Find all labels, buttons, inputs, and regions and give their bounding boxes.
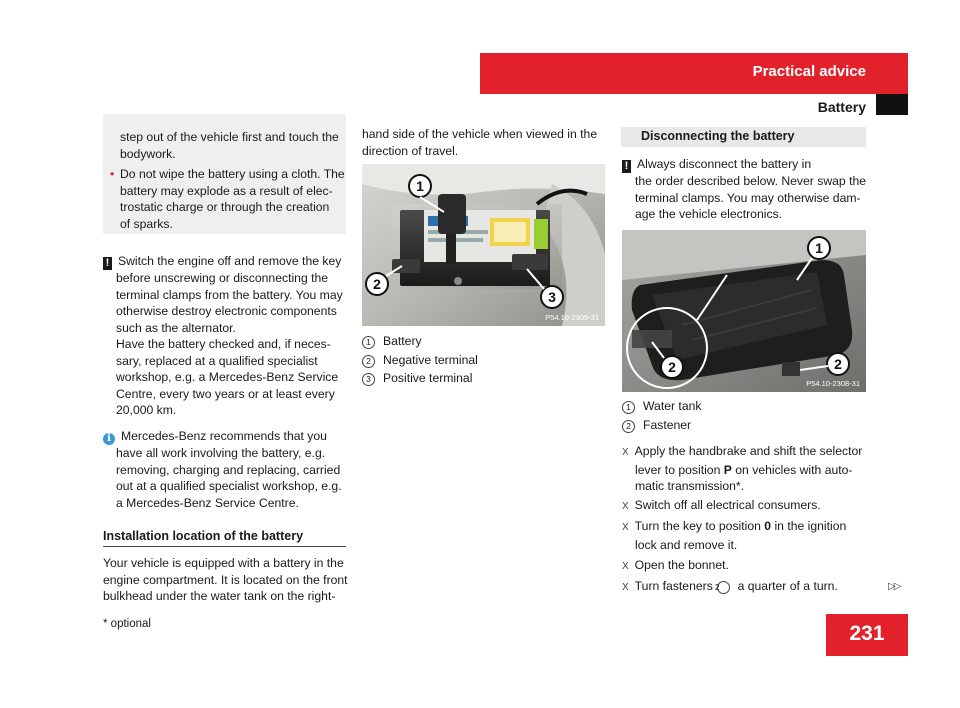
header-section-title: Practical advice: [752, 63, 866, 80]
battery-legend: [362, 333, 602, 387]
step-item: [622, 497, 872, 516]
step-text: on vehicles with auto-: [731, 462, 853, 477]
step-text: a quarter of a turn.: [734, 579, 838, 593]
battery-photo-illustration: [362, 164, 605, 326]
installation-body: [103, 555, 358, 605]
gray-box-bullet-line: of sparks.: [120, 216, 173, 231]
legend-label: Positive terminal: [383, 371, 473, 385]
step-text: matic transmission*.: [635, 479, 745, 493]
svg-text:1: 1: [416, 178, 424, 194]
step-arrow-icon: X: [622, 501, 629, 512]
step-item: [622, 578, 872, 597]
legend-item: [622, 417, 862, 434]
svg-text:2: 2: [373, 276, 381, 292]
gray-box-bullet-line: battery may explode as a result of elec-: [120, 183, 333, 198]
info-note: [103, 428, 353, 511]
step-item: [622, 557, 872, 576]
warning-line: Switch the engine off and remove the key: [118, 254, 342, 268]
warning-gray-box: [103, 114, 346, 234]
disconnect-warning: [622, 156, 872, 223]
continue-arrow-icon: ▷▷: [888, 581, 900, 592]
legend-item: [622, 398, 862, 415]
legend-label: Fastener: [643, 417, 692, 432]
step-text-bold: P: [723, 462, 732, 477]
legend-label: Negative terminal: [383, 352, 478, 367]
legend-number-icon: 3: [362, 373, 375, 386]
disconnect-section-bar: [621, 127, 866, 147]
step-text: Apply the handbrake and shift the selector: [634, 444, 863, 458]
step-arrow-icon: X: [622, 582, 629, 593]
warning-line: Have the battery checked and, if neces-: [116, 337, 331, 351]
step-text: in the ignition: [771, 519, 847, 533]
warning-line: age the vehicle electronics.: [635, 207, 783, 221]
legend-label: Water tank: [643, 399, 702, 413]
warning-line: otherwise destroy electronic components: [116, 304, 337, 318]
warning-line: Always disconnect the battery in: [637, 157, 812, 171]
header-section-bar: [480, 53, 908, 94]
info-line: have all work involving the battery, e.g.: [116, 446, 326, 460]
step-arrow-icon: X: [622, 447, 629, 458]
info-line: removing, charging and replacing, carried: [116, 462, 341, 477]
info-line: Mercedes-Benz recommends that you: [121, 429, 327, 443]
step-text: Open the bonnet.: [634, 558, 729, 572]
legend-number-icon: 1: [362, 336, 375, 349]
water-tank-photo: [622, 230, 866, 392]
body-line: direction of travel.: [362, 143, 459, 158]
legend-label: Battery: [383, 334, 422, 348]
water-tank-photo-illustration: [622, 230, 866, 392]
svg-text:3: 3: [548, 289, 556, 305]
bullet-icon: •: [110, 167, 115, 181]
body-line: Your vehicle is equipped with a battery in the: [103, 556, 344, 570]
tank-legend: [622, 398, 862, 433]
step-text: Turn the key to position: [634, 519, 765, 533]
page-number: 231: [849, 622, 885, 645]
disconnect-section-title: Disconnecting the battery: [641, 129, 795, 143]
body-line: bulkhead under the water tank on the right-: [103, 589, 336, 603]
section-divider: [103, 546, 346, 547]
body-line: hand side of the vehicle when viewed in the: [362, 127, 598, 141]
info-icon: i: [103, 433, 115, 445]
warning-exclamation-icon: !: [622, 160, 631, 173]
step-text-bold: 0: [764, 519, 772, 533]
step-text: Turn fasteners: [634, 579, 717, 593]
footnote: * optional: [103, 618, 151, 630]
header-thumb-tab: [876, 94, 908, 115]
warning-line: sary, replaced at a qualified specialist: [116, 353, 318, 368]
warning-line: such as the alternator.: [116, 320, 236, 335]
battery-photo: [362, 164, 605, 326]
warning-line: terminal clamps. You may otherwise dam-: [635, 190, 861, 205]
body-line: engine compartment. It is located on the front: [103, 572, 348, 587]
legend-item: [362, 352, 602, 369]
legend-item: [362, 333, 602, 350]
legend-number-icon: 2: [717, 581, 730, 594]
step-item: [622, 443, 872, 495]
legend-item: [362, 370, 602, 387]
step-arrow-icon: X: [622, 522, 629, 533]
svg-text:2: 2: [834, 356, 842, 372]
header-subsection-title: Battery: [817, 99, 866, 115]
step-text: Switch off all electrical consumers.: [634, 498, 821, 512]
installation-section-title: Installation location of the battery: [103, 529, 304, 543]
legend-number-icon: 2: [622, 420, 635, 433]
warning-line: Centre, every two years or at least every: [116, 386, 335, 401]
warning-note: [103, 253, 353, 419]
gray-box-line: bodywork.: [120, 146, 176, 161]
step-text: lever to position: [635, 462, 724, 477]
step-text: lock and remove it.: [635, 537, 738, 552]
info-line: out at a qualified specialist workshop, e.g.: [116, 479, 342, 493]
legend-number-icon: 2: [362, 355, 375, 368]
gray-box-bullet-line: trostatic charge or through the creation: [120, 200, 330, 214]
page-number-box: [826, 614, 908, 656]
legend-number-icon: 1: [622, 401, 635, 414]
svg-text:2: 2: [668, 359, 676, 375]
warning-line: before unscrewing or disconnecting the: [116, 271, 329, 285]
step-arrow-icon: X: [622, 561, 629, 572]
svg-text:1: 1: [815, 240, 823, 256]
gray-box-bullet-line: Do not wipe the battery using a cloth. The: [120, 167, 345, 181]
warning-line: the order described below. Never swap the: [635, 174, 867, 188]
warning-line: terminal clamps from the battery. You may: [116, 287, 343, 302]
warning-exclamation-icon: !: [103, 257, 112, 270]
gray-box-line: step out of the vehicle first and touch the: [120, 130, 339, 144]
warning-line: 20,000 km.: [116, 403, 177, 417]
step-item: [622, 518, 872, 553]
warning-line: workshop, e.g. a Mercedes-Benz Service: [116, 370, 339, 384]
photo-code: P54.10-2309-31: [545, 313, 599, 322]
info-line: a Mercedes-Benz Service Centre.: [116, 495, 299, 510]
col2-intro: [362, 126, 612, 159]
photo-code: P54.10-2308-31: [806, 379, 860, 388]
